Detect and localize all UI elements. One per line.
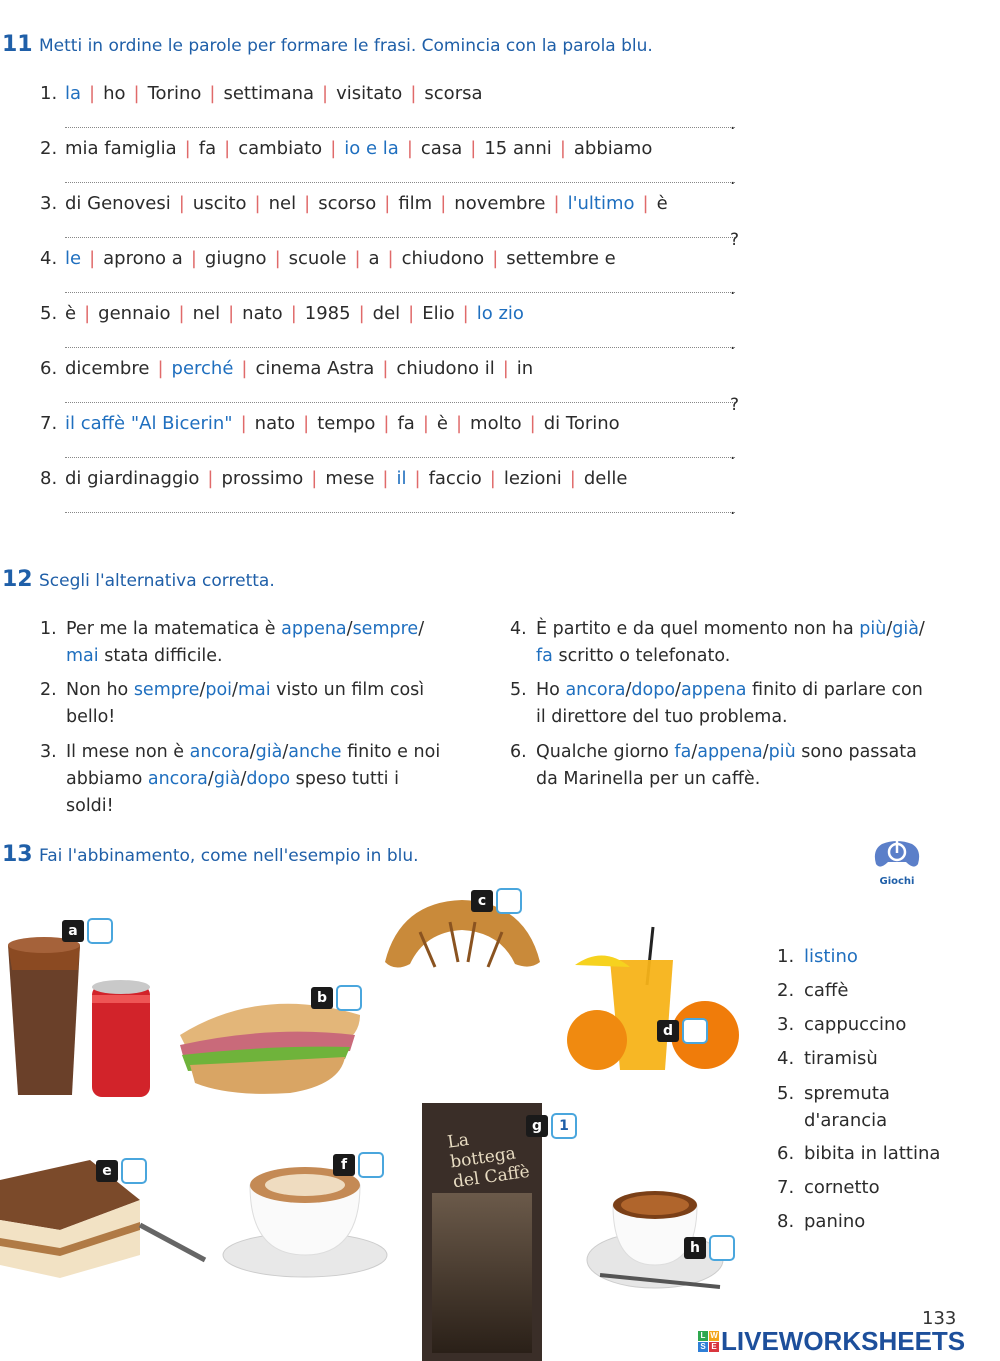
alternative-option[interactable]: più <box>859 619 887 639</box>
list-item-number: 7. <box>777 1177 795 1198</box>
sentence-text: / <box>625 680 632 700</box>
list-item-label: tiramisù <box>804 1048 878 1069</box>
sentence-number: 2. <box>40 138 58 159</box>
word-chip[interactable]: scorso <box>318 193 377 214</box>
alternative-option[interactable]: anche <box>288 742 342 762</box>
sentence-2 <box>40 138 652 159</box>
word-chip[interactable]: molto <box>470 413 522 434</box>
word-chip[interactable]: Elio <box>422 303 455 324</box>
choice-sentence-number: 1. <box>40 619 57 639</box>
sentence-5 <box>40 303 524 324</box>
word-chip[interactable]: lezioni <box>503 468 562 489</box>
list-item-number: 3. <box>777 1014 795 1035</box>
choice-sentence-number: 6. <box>510 742 527 762</box>
word-chip[interactable]: chiudono il <box>396 358 495 379</box>
exercise-12-instructions: Scegli l'alternativa corretta. <box>39 571 275 591</box>
list-item-label: panino <box>804 1211 866 1232</box>
alternative-option[interactable]: mai <box>66 646 99 666</box>
sentence-6 <box>40 358 533 379</box>
matching-list <box>777 940 940 1239</box>
alternative-option[interactable]: ancora <box>565 680 626 700</box>
giochi-label: Giochi <box>879 876 915 887</box>
alternative-option[interactable]: più <box>768 742 796 762</box>
label-a <box>62 918 113 944</box>
list-item <box>777 1076 940 1137</box>
word-separator: | <box>383 413 390 434</box>
word-chip[interactable]: cambiato <box>238 138 323 159</box>
word-separator: | <box>358 303 365 324</box>
alternative-option[interactable]: appena <box>680 680 747 700</box>
word-chip[interactable]: prossimo <box>221 468 304 489</box>
list-item <box>777 1008 940 1042</box>
list-item-label: cornetto <box>804 1177 880 1198</box>
answer-box-c[interactable] <box>496 888 522 914</box>
starting-word[interactable]: il <box>396 468 407 489</box>
word-chip[interactable]: nato <box>254 413 296 434</box>
list-item-label: spremuta d'arancia <box>804 1083 890 1131</box>
alternative-option[interactable]: appena <box>281 619 347 639</box>
list-item-number: 4. <box>777 1048 795 1069</box>
liveworksheets-brand: LIVEWORKSHEETS <box>721 1326 966 1356</box>
list-item <box>777 940 940 974</box>
sentence-end-mark: . <box>730 499 736 519</box>
word-separator: | <box>529 413 536 434</box>
sentence-text: sono passata da Marinella per un caffè. <box>536 742 917 789</box>
alternative-option[interactable]: appena <box>697 742 763 762</box>
sentence-3 <box>40 193 668 214</box>
answer-box-a[interactable] <box>87 918 113 944</box>
word-separator: | <box>502 358 509 379</box>
choice-sentence-number: 2. <box>40 680 57 700</box>
word-separator: | <box>462 303 469 324</box>
alternative-option[interactable]: mai <box>237 680 271 700</box>
word-separator: | <box>303 413 310 434</box>
sentence-text: È partito e da quel momento non ha <box>536 619 860 639</box>
answer-box-f[interactable] <box>358 1152 384 1178</box>
sentence-number: 5. <box>40 303 58 324</box>
word-separator: | <box>382 358 389 379</box>
answer-line-1[interactable] <box>65 127 735 128</box>
alternative-option[interactable]: già <box>213 769 241 789</box>
word-separator: | <box>84 303 91 324</box>
sentence-text: / <box>886 619 893 639</box>
sentence-end-mark: ? <box>730 230 740 250</box>
alternative-option[interactable]: poi <box>205 680 233 700</box>
orange-juice-image <box>565 925 745 1075</box>
sentence-text: Ho <box>536 680 566 700</box>
alternative-option[interactable]: ancora <box>189 742 250 762</box>
word-separator: | <box>382 468 389 489</box>
list-item-label: bibita in lattina <box>804 1143 941 1164</box>
word-separator: | <box>133 83 140 104</box>
label-d-letter: d <box>657 1020 679 1042</box>
sentence-text: / <box>418 619 425 639</box>
word-chip[interactable]: novembre <box>454 193 546 214</box>
word-chip[interactable]: faccio <box>428 468 482 489</box>
alternative-option[interactable]: fa <box>674 742 692 762</box>
word-separator: | <box>209 83 216 104</box>
word-chip[interactable]: tempo <box>317 413 376 434</box>
word-chip[interactable]: giugno <box>204 248 267 269</box>
word-chip[interactable]: abbiamo <box>573 138 653 159</box>
list-item <box>777 1171 940 1205</box>
liveworksheets-logo <box>698 1326 965 1357</box>
menu-board-image <box>422 1103 542 1361</box>
word-chip[interactable]: casa <box>420 138 463 159</box>
sentence-text: scritto o telefonato. <box>552 646 731 666</box>
cola-image <box>0 925 160 1105</box>
list-item-number: 5. <box>777 1083 795 1104</box>
word-separator: | <box>410 83 417 104</box>
word-separator: | <box>241 358 248 379</box>
word-chip[interactable]: del <box>372 303 401 324</box>
word-separator: | <box>470 138 477 159</box>
starting-word[interactable]: il caffè "Al Bicerin" <box>65 413 233 434</box>
word-separator: | <box>254 193 261 214</box>
sentence-text: / <box>249 742 256 762</box>
sentence-text: / <box>675 680 681 700</box>
answer-box-h[interactable] <box>709 1235 735 1261</box>
choice-sentence-3 <box>40 739 450 820</box>
answer-line-3[interactable] <box>65 237 735 238</box>
sentence-text: Il mese non è <box>66 742 190 762</box>
list-item <box>777 1042 940 1076</box>
word-separator: | <box>455 413 463 434</box>
word-chip[interactable]: scuole <box>288 248 347 269</box>
sentence-number: 6. <box>40 358 58 379</box>
alternative-option[interactable]: già <box>892 619 919 639</box>
word-chip[interactable]: dicembre <box>65 358 150 379</box>
word-chip[interactable]: a <box>368 248 380 269</box>
sentence-1 <box>40 83 483 104</box>
word-separator: | <box>559 138 566 159</box>
starting-word[interactable]: l'ultimo <box>567 193 635 214</box>
word-separator: | <box>330 138 337 159</box>
list-item-number: 2. <box>777 980 795 1001</box>
list-item <box>777 974 940 1008</box>
choice-sentence-5 <box>510 677 930 731</box>
word-chip[interactable]: fa <box>397 413 415 434</box>
word-chip[interactable]: scorsa <box>424 83 483 104</box>
sentence-text: / <box>762 742 769 762</box>
word-chip[interactable]: 1985 <box>304 303 351 324</box>
alternative-option[interactable]: dopo <box>246 769 291 789</box>
choice-sentence-4 <box>510 616 930 670</box>
word-chip[interactable]: mese <box>325 468 375 489</box>
sentence-text: visto un film così bello! <box>66 680 425 727</box>
label-g <box>526 1113 577 1139</box>
word-chip[interactable]: cinema Astra <box>255 358 375 379</box>
word-chip[interactable]: è <box>436 413 448 434</box>
word-separator: | <box>642 193 649 214</box>
sentence-text: / <box>346 619 353 639</box>
word-separator: | <box>440 193 447 214</box>
word-chip[interactable]: 15 anni <box>484 138 552 159</box>
word-chip[interactable]: in <box>516 358 534 379</box>
list-item-label: listino <box>804 946 858 967</box>
list-item-label: caffè <box>804 980 849 1001</box>
word-separator: | <box>408 303 415 324</box>
list-item <box>777 1137 940 1171</box>
label-e <box>96 1158 147 1184</box>
sentence-7 <box>40 413 620 434</box>
alternative-option[interactable]: sempre <box>133 680 200 700</box>
choice-sentence-number: 3. <box>40 742 57 762</box>
word-chip[interactable]: uscito <box>192 193 247 214</box>
sentence-end-mark: . <box>730 334 736 354</box>
sentence-end-mark: . <box>730 279 736 299</box>
sentence-text: Per me la matematica è <box>66 619 282 639</box>
answer-box-b[interactable] <box>336 985 362 1011</box>
word-separator: | <box>207 468 214 489</box>
label-f-letter: f <box>333 1154 355 1176</box>
menu-sign-text: La bottega del Caffè <box>446 1129 531 1193</box>
word-chip[interactable]: di giardinaggio <box>65 468 200 489</box>
starting-word[interactable]: la <box>65 83 82 104</box>
word-chip[interactable]: film <box>398 193 433 214</box>
word-chip[interactable]: gennaio <box>98 303 171 324</box>
word-chip[interactable]: aprono a <box>103 248 183 269</box>
word-separator: | <box>354 248 361 269</box>
label-f <box>333 1152 384 1178</box>
sentence-end-mark: . <box>730 444 736 464</box>
alternative-option[interactable]: fa <box>536 646 553 666</box>
word-chip[interactable]: mia famiglia <box>65 138 177 159</box>
word-separator: | <box>322 83 329 104</box>
starting-word[interactable]: le <box>65 248 82 269</box>
list-item-number: 1. <box>777 946 795 967</box>
choice-sentence-number: 4. <box>510 619 527 639</box>
starting-word[interactable]: perché <box>171 358 234 379</box>
word-chip[interactable]: nel <box>268 193 297 214</box>
answer-line-6[interactable] <box>65 402 735 403</box>
answer-line-2[interactable] <box>65 182 735 183</box>
choice-sentence-2 <box>40 677 450 731</box>
sentence-text: / <box>232 680 238 700</box>
sentence-text: Qualche giorno <box>536 742 675 762</box>
sentence-text: / <box>691 742 698 762</box>
list-item-number: 8. <box>777 1211 795 1232</box>
sentence-text: finito e noi abbiamo <box>66 742 441 789</box>
answer-line-4[interactable] <box>65 292 735 293</box>
word-separator: | <box>406 138 413 159</box>
word-chip[interactable]: ho <box>103 83 126 104</box>
label-g-letter: g <box>526 1115 548 1137</box>
alternative-option[interactable]: già <box>255 742 283 762</box>
word-chip[interactable]: chiudono <box>401 248 485 269</box>
sentence-number: 1. <box>40 83 58 104</box>
page-number: 133 <box>922 1308 957 1329</box>
list-item-label: cappuccino <box>804 1014 907 1035</box>
word-separator: | <box>569 468 576 489</box>
word-chip[interactable]: è <box>65 303 77 324</box>
word-separator: | <box>89 248 96 269</box>
label-c-letter: c <box>471 890 493 912</box>
sentence-number: 3. <box>40 193 58 214</box>
word-separator: | <box>178 193 185 214</box>
word-separator: | <box>89 83 96 104</box>
label-h <box>684 1235 735 1261</box>
starting-word[interactable]: lo zio <box>476 303 524 324</box>
word-separator: | <box>290 303 297 324</box>
sentence-number: 8. <box>40 468 58 489</box>
word-separator: | <box>190 248 197 269</box>
choice-sentence-6 <box>510 739 930 793</box>
word-separator: | <box>311 468 318 489</box>
answer-line-8[interactable] <box>65 512 735 513</box>
alternative-option[interactable]: dopo <box>631 680 676 700</box>
sentence-text: speso tutti i soldi! <box>66 769 399 816</box>
sentence-text: stata difficile. <box>98 646 223 666</box>
word-separator: | <box>414 468 421 489</box>
answer-box-e[interactable] <box>121 1158 147 1184</box>
word-separator: | <box>553 193 560 214</box>
sentence-end-mark: . <box>730 169 736 189</box>
sentence-number: 7. <box>40 413 58 434</box>
sentence-end-mark: ? <box>730 395 740 415</box>
word-separator: | <box>492 248 499 269</box>
sentence-text: finito di parlare con il direttore del tuo problema. <box>536 680 923 727</box>
word-chip[interactable]: è <box>656 193 668 214</box>
label-b-letter: b <box>311 987 333 1009</box>
label-h-letter: h <box>684 1237 706 1259</box>
choice-sentence-number: 5. <box>510 680 527 700</box>
answer-line-7[interactable] <box>65 457 735 458</box>
answer-line-5[interactable] <box>65 347 735 348</box>
word-chip[interactable]: fa <box>198 138 217 159</box>
word-separator: | <box>489 468 496 489</box>
word-separator: | <box>157 358 164 379</box>
exercise-13-instructions: Fai l'abbinamento, come nell'esempio in blu. <box>39 846 419 866</box>
word-separator: | <box>178 303 185 324</box>
word-separator: | <box>384 193 391 214</box>
exercise-11-instructions: Metti in ordine le parole per formare le frasi. Comincia con la parola blu. <box>39 36 653 56</box>
exercise-12-number: 12 <box>2 567 33 592</box>
word-separator: | <box>184 138 191 159</box>
word-chip[interactable]: delle <box>583 468 628 489</box>
label-a-letter: a <box>62 920 84 942</box>
label-e-letter: e <box>96 1160 118 1182</box>
sentence-text: / <box>207 769 214 789</box>
list-item <box>777 1205 940 1239</box>
word-chip[interactable]: nel <box>192 303 221 324</box>
choice-sentence-1 <box>40 616 450 670</box>
word-chip[interactable]: di Torino <box>543 413 620 434</box>
answer-box-g[interactable]: 1 <box>551 1113 577 1139</box>
word-separator: | <box>422 413 429 434</box>
sentence-text: / <box>282 742 289 762</box>
label-d <box>657 1018 708 1044</box>
word-chip[interactable]: nato <box>242 303 283 324</box>
sentence-number: 4. <box>40 248 58 269</box>
sentence-text: / <box>199 680 206 700</box>
word-chip[interactable]: settimana <box>223 83 315 104</box>
word-separator: | <box>274 248 281 269</box>
giochi-button[interactable] <box>872 836 922 886</box>
word-chip[interactable]: visitato <box>336 83 403 104</box>
sentence-text: / <box>240 769 247 789</box>
sentence-text: / <box>918 619 925 639</box>
gamepad-icon <box>872 836 922 872</box>
answer-box-d[interactable] <box>682 1018 708 1044</box>
label-c <box>471 888 522 914</box>
word-chip[interactable]: di Genovesi <box>65 193 171 214</box>
word-separator: | <box>304 193 311 214</box>
word-chip[interactable]: Torino <box>147 83 202 104</box>
sentence-8 <box>40 468 627 489</box>
word-separator: | <box>240 413 247 434</box>
exercise-13-number: 13 <box>2 842 33 867</box>
alternative-option[interactable]: sempre <box>352 619 419 639</box>
alternative-option[interactable]: ancora <box>147 769 208 789</box>
sentence-4 <box>40 248 616 269</box>
liveworksheets-icon: L W S E <box>698 1331 719 1352</box>
sentence-text: Non ho <box>66 680 134 700</box>
word-separator: | <box>224 138 231 159</box>
starting-word[interactable]: io e la <box>344 138 399 159</box>
word-separator: | <box>387 248 394 269</box>
word-chip[interactable]: settembre e <box>506 248 616 269</box>
list-item-number: 6. <box>777 1143 795 1164</box>
word-separator: | <box>228 303 235 324</box>
exercise-11-number: 11 <box>2 32 33 57</box>
sentence-end-mark: . <box>730 114 736 134</box>
label-b <box>311 985 362 1011</box>
